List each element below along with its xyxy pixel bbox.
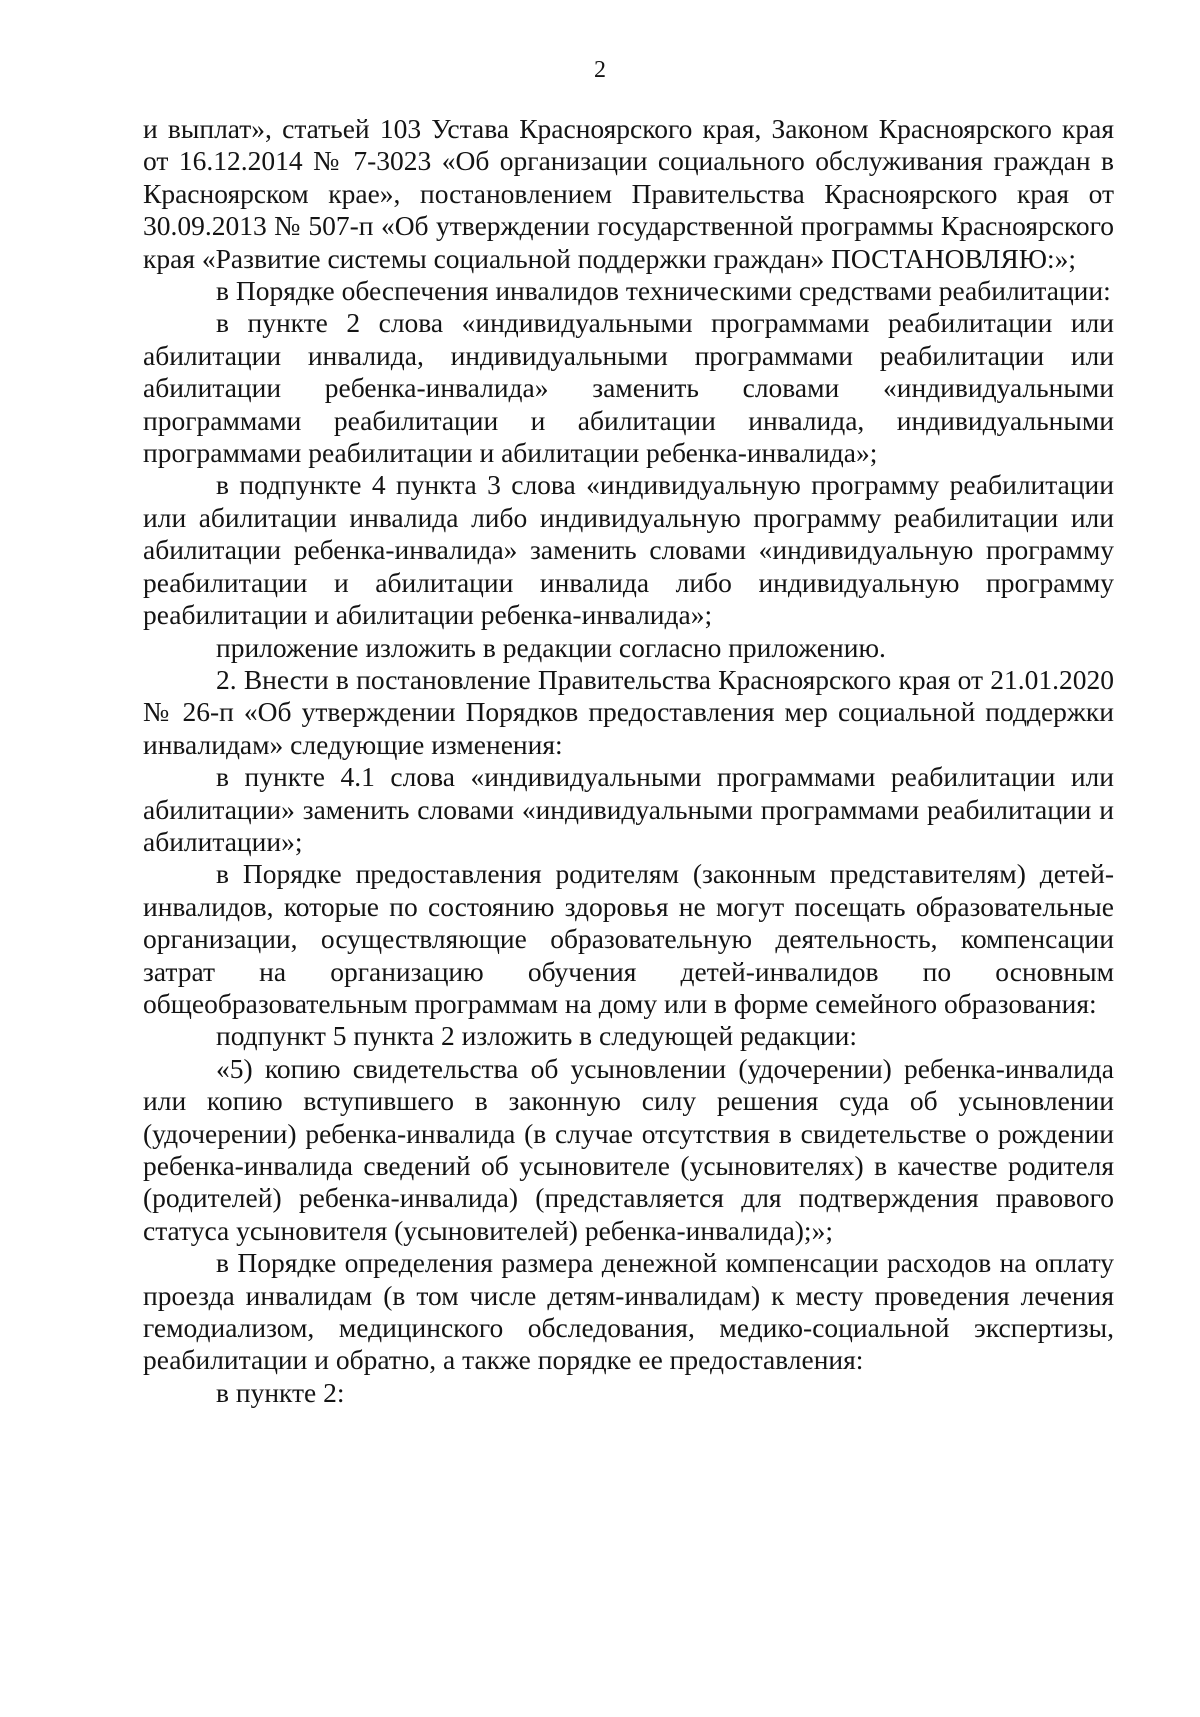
paragraph-3: в пункте 2 слова «индивидуальными программами реабилитации или абилитации инвалида, индивидуальными программами реабилитации или абилитации ребенка-инвалида» заменить словами «индивидуальными программами реабилитации и абилитации инвалида, индивидуальными программами реабилитации и абилитации ребенка-инвалида»; (143, 307, 1114, 469)
paragraph-7: в пункте 4.1 слова «индивидуальными программами реабилитации или абилитации» заменить словами «индивидуальными программами реабилитации и абилитации»; (143, 761, 1114, 857)
paragraph-4: в подпункте 4 пункта 3 слова «индивидуальную программу реабилитации или абилитации инвалида либо индивидуальную программу реабилитации или абилитации ребенка-инвалида» заменить словами «индивидуальную программу реабилитации и абилитации инвалида либо индивидуальную программу реабилитации и абилитации ребенка-инвалида»; (143, 469, 1114, 631)
paragraph-1: и выплат», статьей 103 Устава Красноярского края, Законом Красноярского края от 16.12.2014 № 7-3023 «Об организации социального обслуживания граждан в Красноярском крае», постановлением Правительства Красноярского края от 30.09.2013 № 507-п «Об утверждении государственной программы Красноярского края «Развитие системы социальной поддержки граждан» ПОСТАНОВЛЯЮ:»; (143, 113, 1114, 274)
paragraph-9: подпункт 5 пункта 2 изложить в следующей редакции: (216, 1020, 857, 1052)
paragraph-8: в Порядке предоставления родителям (законным представителям) детей-инвалидов, которые по состоянию здоровья не могут посещать образовательные организации, осуществляющие образовательную деятельность, компенсации затрат на организацию обучения детей-инвалидов по основным общеобразовательным программам на дому или в форме семейного образования: (143, 858, 1114, 1019)
paragraph-11: в Порядке определения размера денежной компенсации расходов на оплату проезда инвалидам (в том числе детям-инвалидам) к месту проведения лечения гемодиализом, медицинского обследования, медико-социальной экспертизы, реабилитации и обратно, а также порядке ее предоставления: (143, 1247, 1114, 1376)
paragraph-6: 2. Внести в постановление Правительства Красноярского края от 21.01.2020 № 26-п «Об утверждении Порядков предоставления мер социальной поддержки инвалидам» следующие изменения: (143, 663, 1114, 760)
paragraph-5: приложение изложить в редакции согласно приложению. (216, 631, 886, 663)
paragraph-10: «5) копию свидетельства об усыновлении (удочерении) ребенка-инвалида или копию вступившего в законную силу решения суда об усыновлении (удочерении) ребенка-инвалида (в случае отсутствия в свидетельстве о рождении ребенка-инвалида сведений об усыновителе (усыновителях) в качестве родителя (родителей) ребенка-инвалида) (представляется для подтверждения правового статуса усыновителя (усыновителей) ребенка-инвалида);»; (143, 1052, 1114, 1246)
paragraph-2: в Порядке обеспечения инвалидов техническими средствами реабилитации: (216, 275, 1111, 307)
paragraph-12: в пункте 2: (216, 1376, 345, 1408)
document-body (143, 113, 1114, 1409)
page-number: 2 (594, 57, 606, 83)
